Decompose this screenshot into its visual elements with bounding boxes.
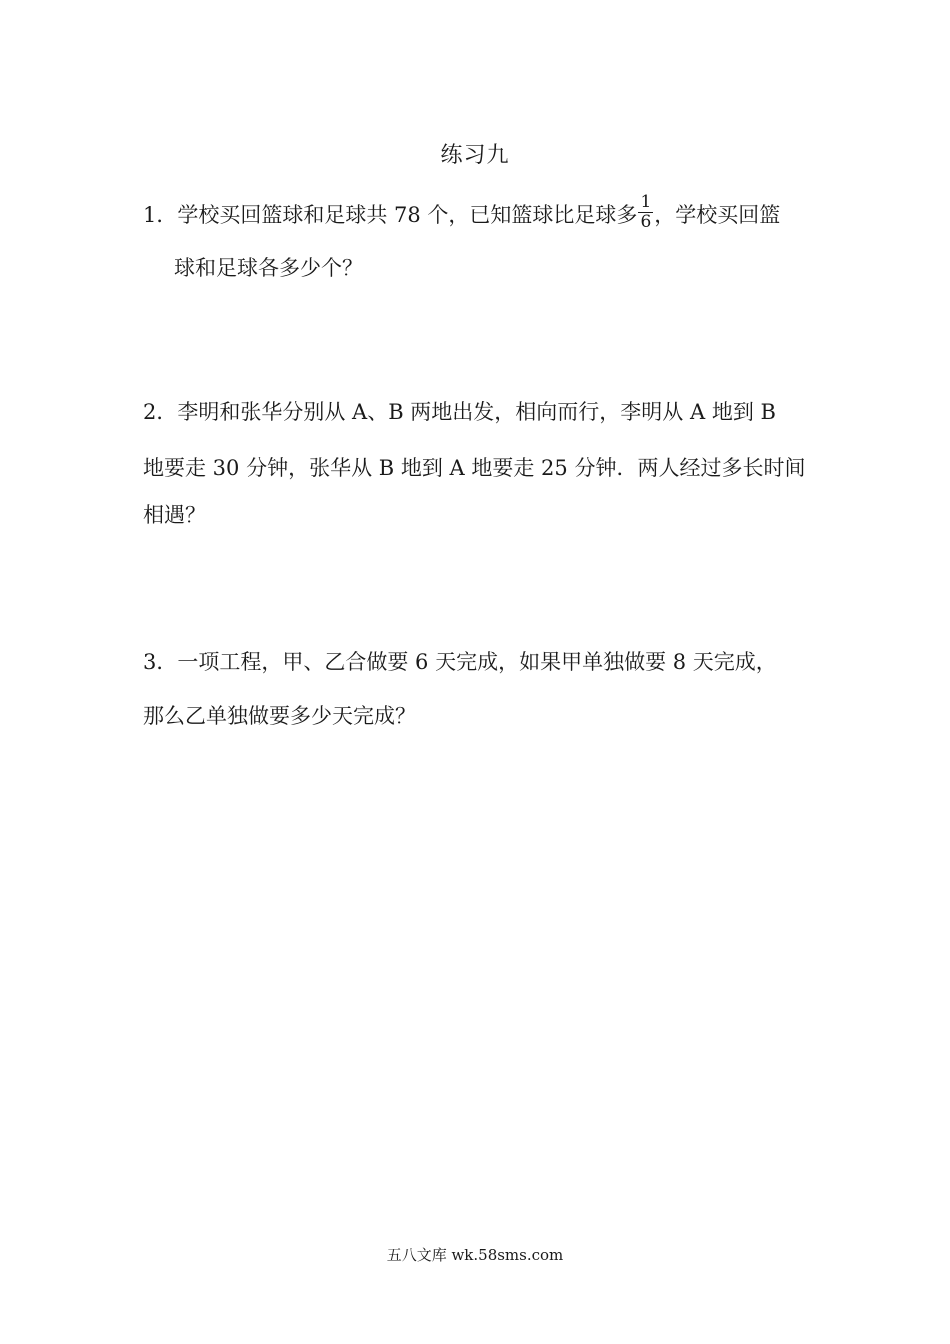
question-2-line-3: 相遇？ (143, 503, 206, 527)
question-3-line-1: 3．一项工程，甲、乙合做要 6 天完成，如果甲单独做要 8 天完成， (143, 650, 777, 674)
footer-watermark: 五八文库 wk.58sms.com (386, 1246, 564, 1264)
question-2-line-1: 2．李明和张华分别从 A、B 两地出发，相向而行，李明从 A 地到 B (143, 400, 776, 424)
question-1-text-before-fraction: 1．学校买回篮球和足球共 78 个，已知篮球比足球多 (143, 203, 638, 227)
fraction-numerator: 1 (640, 192, 652, 212)
question-1-line-2: 球和足球各多少个？ (174, 256, 363, 280)
fraction (638, 193, 653, 232)
page-title: 练习九 (440, 143, 510, 168)
fraction-denominator: 6 (640, 212, 652, 232)
question-1-line-1 (143, 192, 781, 236)
question-2-line-2: 地要走 30 分钟，张华从 B 地到 A 地要走 25 分钟．两人经过多长时间 (143, 456, 806, 480)
question-1-text-after-fraction: ，学校买回篮 (654, 203, 781, 227)
question-3-line-2: 那么乙单独做要多少天完成？ (143, 704, 416, 728)
